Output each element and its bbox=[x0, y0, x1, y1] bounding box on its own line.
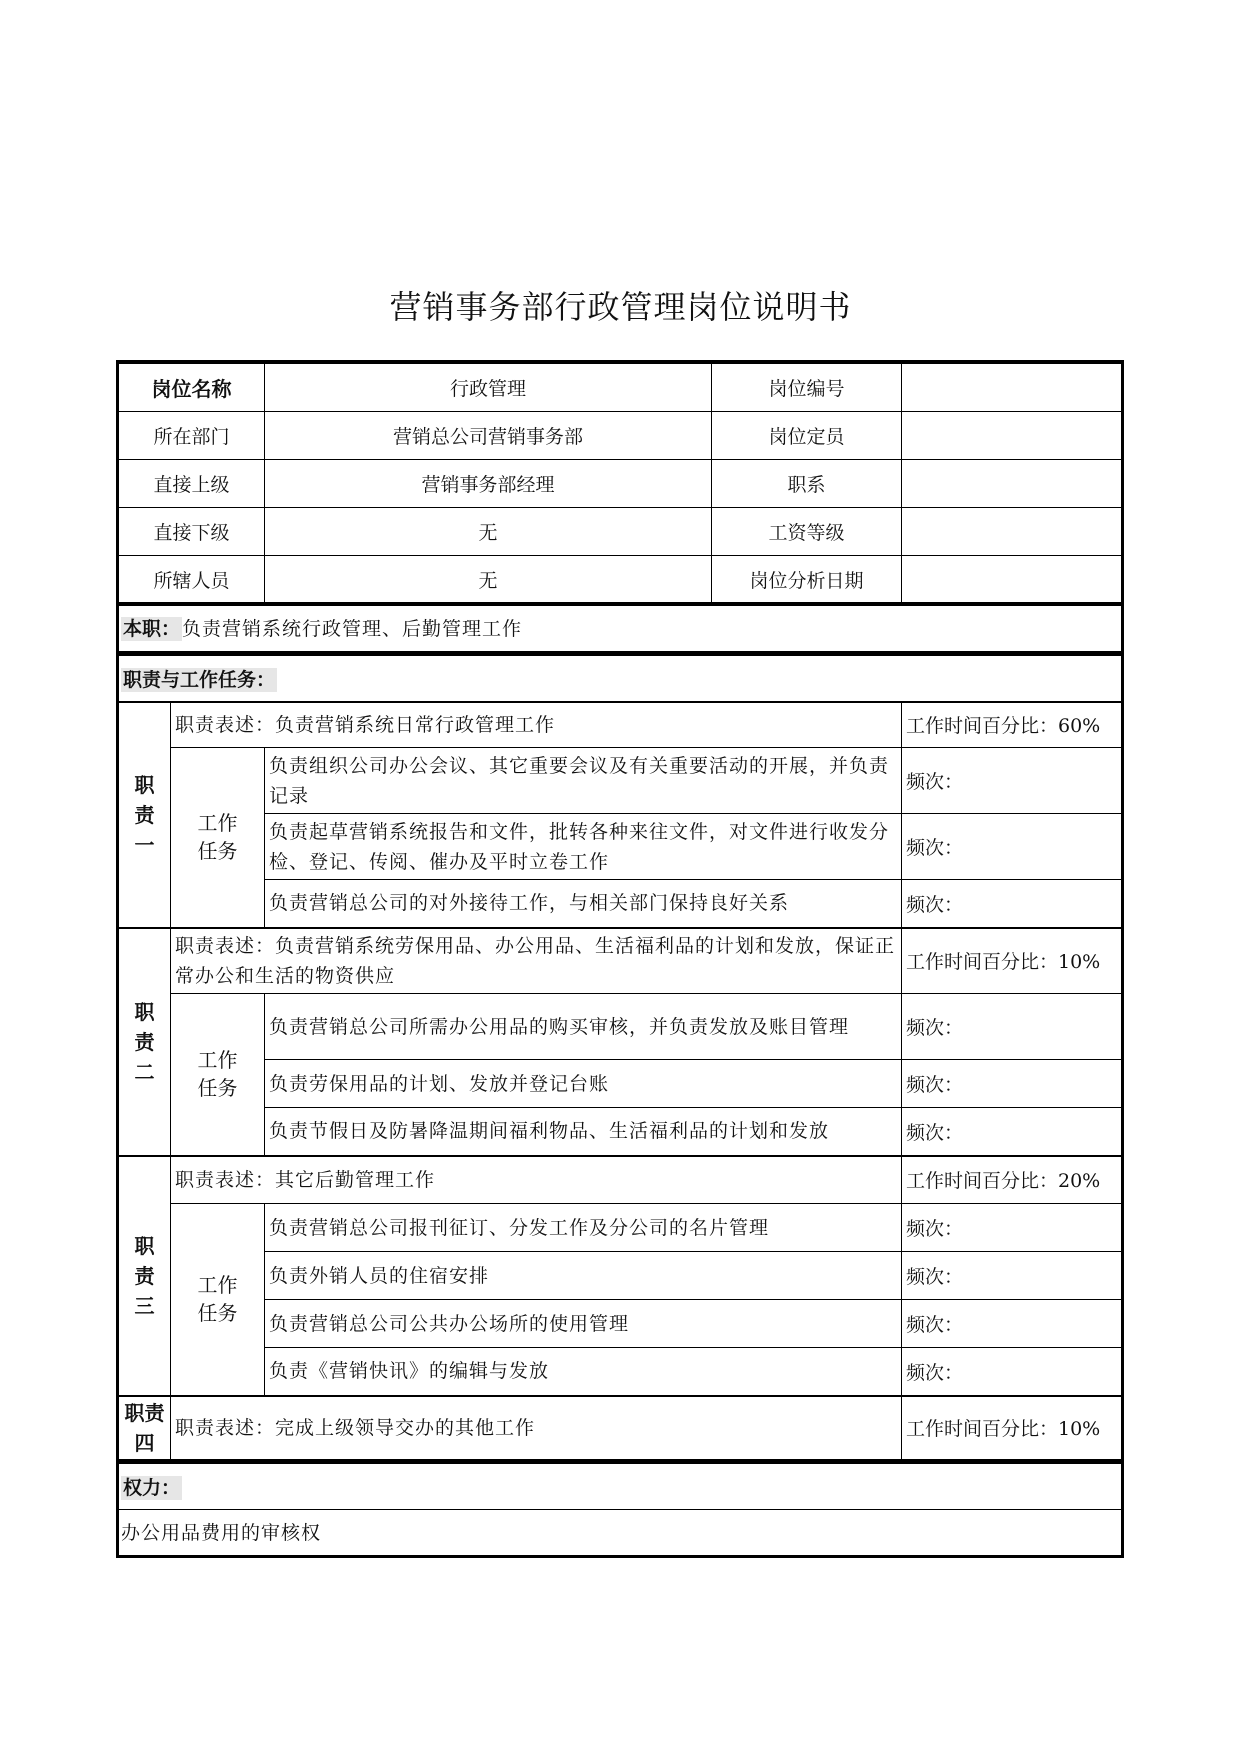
duty-2-task-2-freq: 频次： bbox=[902, 1060, 1122, 1108]
power-table bbox=[116, 1461, 1124, 1558]
duty-4-time: 工作时间百分比：10% bbox=[902, 1396, 1122, 1460]
value-analysis-date bbox=[902, 556, 1122, 604]
value-position-name: 行政管理 bbox=[265, 364, 712, 412]
basic-info-table bbox=[116, 360, 1124, 604]
value-salary-grade bbox=[902, 508, 1122, 556]
label-position-code: 岗位编号 bbox=[712, 364, 902, 412]
power-item-1: 办公用品费用的审核权 bbox=[119, 1510, 1122, 1556]
duty-3-label: 职 责 三 bbox=[119, 1156, 171, 1396]
label-staff: 所辖人员 bbox=[119, 556, 265, 604]
duty-3-time: 工作时间百分比：20% bbox=[902, 1156, 1122, 1204]
duty-3-task-2-freq: 频次： bbox=[902, 1252, 1122, 1300]
duty-3-task-1: 负责营销总公司报刊征订、分发工作及分公司的名片管理 bbox=[265, 1204, 902, 1252]
duty-1-task-1-freq: 频次： bbox=[902, 748, 1122, 814]
duty-3-task-label: 工作 任务 bbox=[171, 1204, 265, 1396]
duties-heading: 职责与工作任务： bbox=[123, 668, 276, 691]
duty-3-task-4: 负责《营销快讯》的编辑与发放 bbox=[265, 1348, 902, 1396]
duty-1-task-2-freq: 频次： bbox=[902, 814, 1122, 880]
primary-duty bbox=[116, 602, 1124, 652]
duty-3-task-3: 负责营销总公司公共办公场所的使用管理 bbox=[265, 1300, 902, 1348]
duty-1-label: 职 责 一 bbox=[119, 702, 171, 928]
page-title: 营销事务部行政管理岗位说明书 bbox=[389, 288, 852, 326]
label-department: 所在部门 bbox=[119, 412, 265, 460]
duty-3-task-4-freq: 频次： bbox=[902, 1348, 1122, 1396]
duty-2-task-label: 工作 任务 bbox=[171, 994, 265, 1156]
duty-1-task-2: 负责起草营销系统报告和文件，批转各种来往文件，对文件进行收发分检、登记、传阅、催办及平时立卷工作 bbox=[265, 814, 902, 880]
duty-2-task-3-freq: 频次： bbox=[902, 1108, 1122, 1156]
duty-1-task-3-freq: 频次： bbox=[902, 880, 1122, 928]
duty-3-description: 职责表述：其它后勤管理工作 bbox=[171, 1156, 902, 1204]
label-salary-grade: 工资等级 bbox=[712, 508, 902, 556]
value-position-code bbox=[902, 364, 1122, 412]
value-supervisor: 营销事务部经理 bbox=[265, 460, 712, 508]
duty-1-task-3: 负责营销总公司的对外接待工作，与相关部门保持良好关系 bbox=[265, 880, 902, 928]
value-headcount bbox=[902, 412, 1122, 460]
label-job-family: 职系 bbox=[712, 460, 902, 508]
duty-2-task-1-freq: 频次： bbox=[902, 994, 1122, 1060]
duty-2-task-3: 负责节假日及防暑降温期间福利物品、生活福利品的计划和发放 bbox=[265, 1108, 902, 1156]
value-subordinate: 无 bbox=[265, 508, 712, 556]
value-department: 营销总公司营销事务部 bbox=[265, 412, 712, 460]
duty-2-time: 工作时间百分比：10% bbox=[902, 928, 1122, 994]
value-staff: 无 bbox=[265, 556, 712, 604]
duty-3-task-3-freq: 频次： bbox=[902, 1300, 1122, 1348]
duty-1-time: 工作时间百分比：60% bbox=[902, 702, 1122, 748]
duty-2-description: 职责表述：负责营销系统劳保用品、办公用品、生活福利品的计划和发放，保证正常办公和生活的物资供应 bbox=[171, 928, 902, 994]
duty-2-label: 职 责 二 bbox=[119, 928, 171, 1156]
power-label: 权力： bbox=[123, 1477, 181, 1499]
duty-3-task-2: 负责外销人员的住宿安排 bbox=[265, 1252, 902, 1300]
duty-4-label: 职责 四 bbox=[119, 1396, 171, 1460]
duty-4-description: 职责表述：完成上级领导交办的其他工作 bbox=[171, 1396, 902, 1460]
primary-duty-label: 本职： bbox=[123, 617, 181, 640]
label-subordinate: 直接下级 bbox=[119, 508, 265, 556]
duty-1-task-1: 负责组织公司办公会议、其它重要会议及有关重要活动的开展，并负责记录 bbox=[265, 748, 902, 814]
label-supervisor: 直接上级 bbox=[119, 460, 265, 508]
label-position-name: 岗位名称 bbox=[119, 364, 265, 412]
label-headcount: 岗位定员 bbox=[712, 412, 902, 460]
primary-duty-text: 负责营销系统行政管理、后勤管理工作 bbox=[182, 617, 523, 640]
duty-2-task-2: 负责劳保用品的计划、发放并登记台账 bbox=[265, 1060, 902, 1108]
duty-1-description: 职责表述：负责营销系统日常行政管理工作 bbox=[171, 702, 902, 748]
duty-3-task-1-freq: 频次： bbox=[902, 1204, 1122, 1252]
duty-1-task-label: 工作 任务 bbox=[171, 748, 265, 928]
label-analysis-date: 岗位分析日期 bbox=[712, 556, 902, 604]
duty-2-task-1: 负责营销总公司所需办公用品的购买审核，并负责发放及账目管理 bbox=[265, 994, 902, 1060]
duties-table bbox=[116, 652, 1124, 1461]
value-job-family bbox=[902, 460, 1122, 508]
